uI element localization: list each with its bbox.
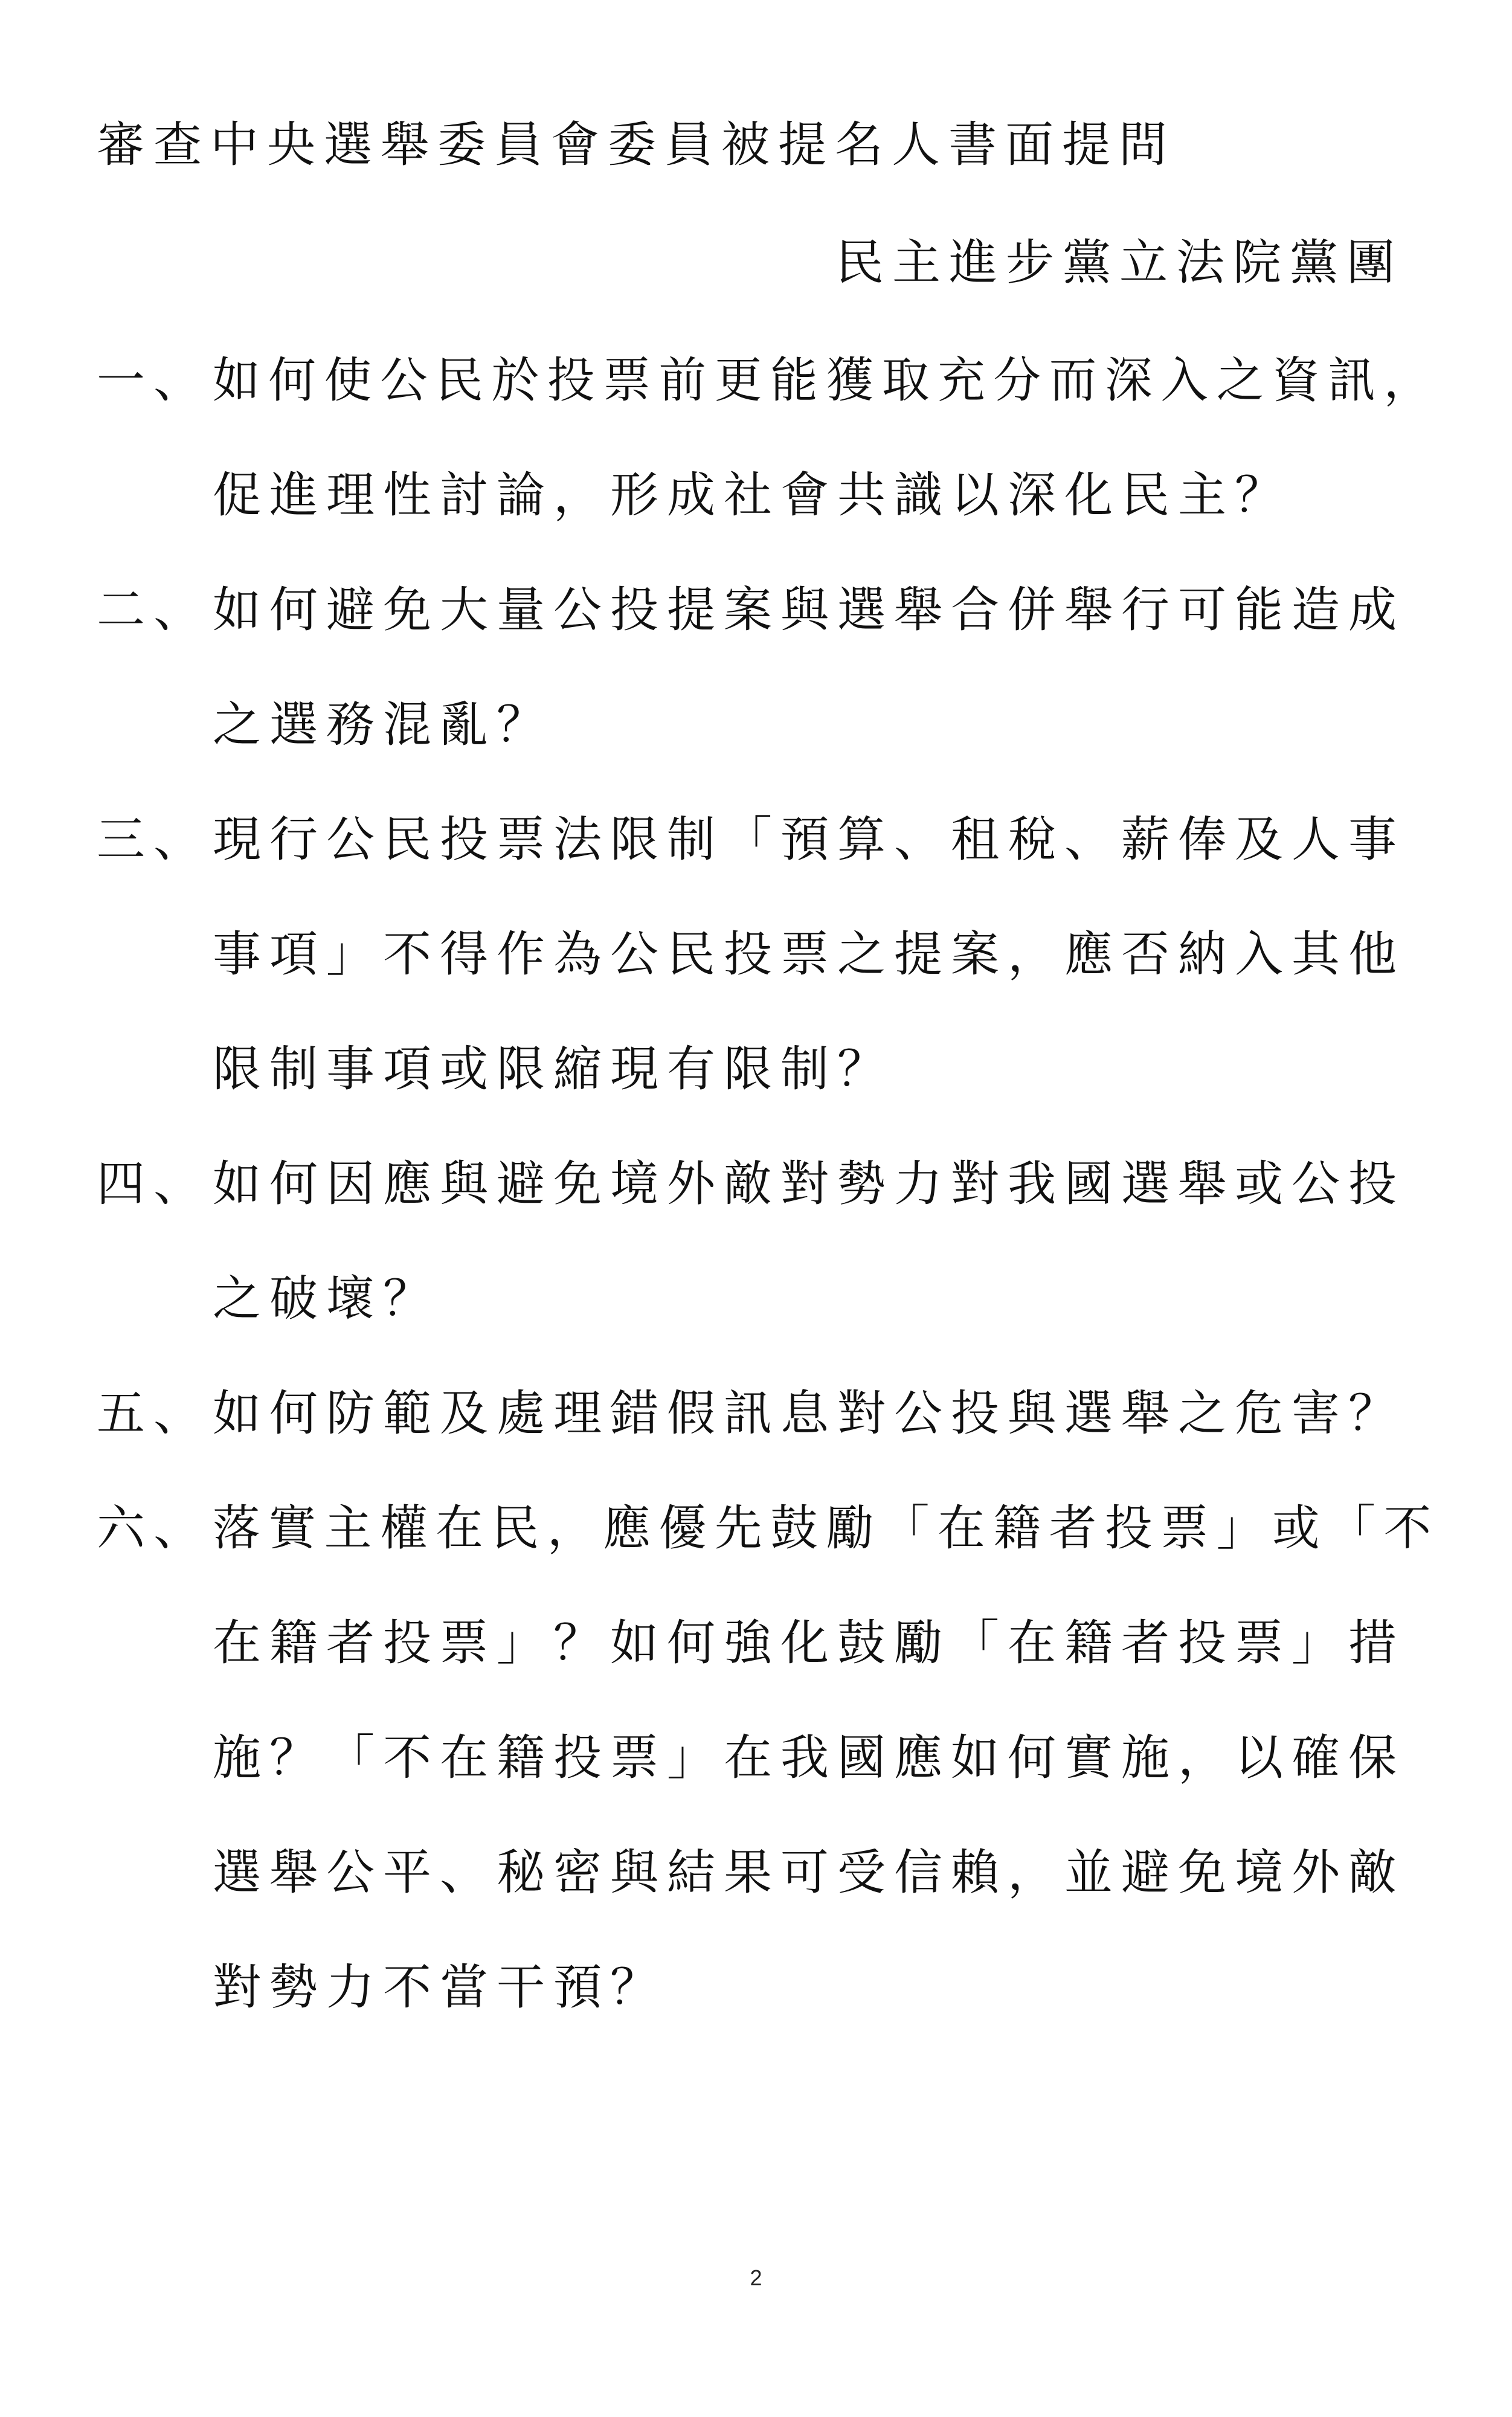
question-4-line-2: 之破壞？ xyxy=(213,1270,440,1327)
page-number: 2 xyxy=(750,2265,762,2290)
question-2-line-2: 之選務混亂？ xyxy=(213,697,553,753)
question-3-line-3: 限制事項或限縮現有限制？ xyxy=(213,1041,894,1097)
question-6-line-1: 落實主權在民，應優先鼓勵「在籍者投票」或「不 xyxy=(213,1500,1440,1556)
question-6-number: 六、 xyxy=(97,1500,210,1556)
document-title: 審查中央選舉委員會委員被提名人書面提問 xyxy=(97,117,1176,173)
question-3-line-2: 事項」不得作為公民投票之提案，應否納入其他 xyxy=(213,926,1405,982)
question-4-number: 四、 xyxy=(97,1156,210,1212)
question-5-line-1: 如何防範及處理錯假訊息對公投與選舉之危害？ xyxy=(213,1385,1405,1441)
question-5-number: 五、 xyxy=(97,1385,210,1441)
question-1-line-1: 如何使公民於投票前更能獲取充分而深入之資訊， xyxy=(213,352,1440,408)
organization-name: 民主進步黨立法院黨團 xyxy=(835,234,1403,291)
question-6-line-4: 選舉公平、秘密與結果可受信賴，並避免境外敵 xyxy=(213,1844,1405,1900)
question-6-line-2: 在籍者投票」？如何強化鼓勵「在籍者投票」措 xyxy=(213,1615,1405,1671)
question-3-number: 三、 xyxy=(97,811,210,867)
question-6-line-3: 施？「不在籍投票」在我國應如何實施，以確保 xyxy=(213,1730,1405,1786)
question-1-number: 一、 xyxy=(97,352,210,408)
question-2-line-1: 如何避免大量公投提案與選舉合併舉行可能造成 xyxy=(213,582,1405,638)
question-2-number: 二、 xyxy=(97,582,210,638)
question-6-line-5: 對勢力不當干預？ xyxy=(213,1959,667,2015)
question-4-line-1: 如何因應與避免境外敵對勢力對我國選舉或公投 xyxy=(213,1156,1405,1212)
question-1-line-2: 促進理性討論，形成社會共識以深化民主？ xyxy=(213,467,1292,523)
question-3-line-1: 現行公民投票法限制「預算、租稅、薪俸及人事 xyxy=(213,811,1405,867)
